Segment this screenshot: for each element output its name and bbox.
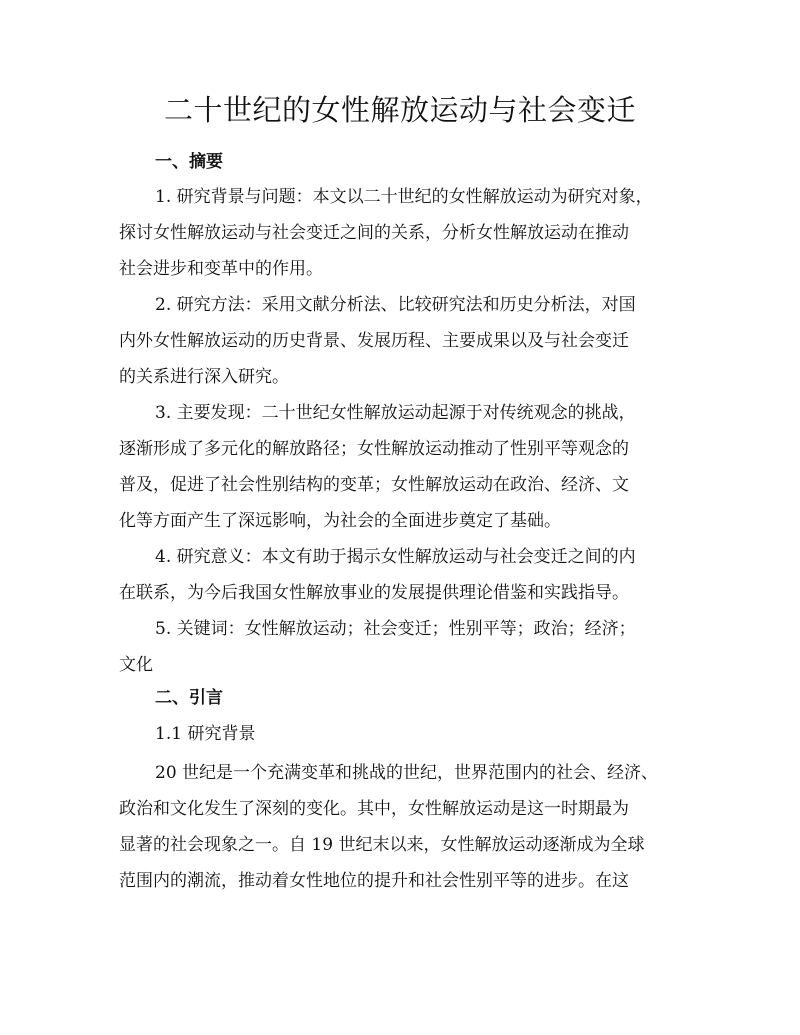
text-line: 5. 关键词：女性解放运动；社会变迁；性别平等；政治；经济； bbox=[155, 619, 636, 639]
text-line: 内外女性解放运动的历史背景、发展历程、主要成果以及与社会变迁 bbox=[119, 331, 629, 351]
text-line: 社会进步和变革中的作用。 bbox=[119, 259, 323, 279]
text-line: 在联系，为今后我国女性解放事业的发展提供理论借鉴和实践指导。 bbox=[119, 583, 629, 603]
text-line: 探讨女性解放运动与社会变迁之间的关系，分析女性解放运动在推动 bbox=[119, 223, 629, 243]
text-line: 化等方面产生了深远影响，为社会的全面进步奠定了基础。 bbox=[119, 511, 561, 531]
section-heading-abstract: 一、摘要 bbox=[155, 152, 223, 172]
text-line: 4. 研究意义：本文有助于揭示女性解放运动与社会变迁之间的内 bbox=[155, 547, 636, 567]
text-line: 20 世纪是一个充满变革和挑战的世纪，世界范围内的社会、经济、 bbox=[155, 763, 659, 783]
text-line: 文化 bbox=[119, 655, 153, 675]
abstract-item-3 bbox=[119, 395, 694, 539]
text-line: 的关系进行深入研究。 bbox=[119, 367, 289, 387]
abstract-item-1 bbox=[119, 179, 694, 287]
abstract-item-5 bbox=[119, 611, 694, 683]
text-line: 1. 研究背景与问题：本文以二十世纪的女性解放运动为研究对象， bbox=[155, 187, 653, 207]
text-line: 政治和文化发生了深刻的变化。其中，女性解放运动是这一时期最为 bbox=[119, 799, 629, 819]
text-line: 逐渐形成了多元化的解放路径；女性解放运动推动了性别平等观念的 bbox=[119, 439, 629, 459]
subsection-heading-background: 1.1 研究背景 bbox=[155, 724, 256, 744]
text-line: 普及，促进了社会性别结构的变革；女性解放运动在政治、经济、文 bbox=[119, 475, 629, 495]
text-line: 2. 研究方法：采用文献分析法、比较研究法和历史分析法，对国 bbox=[155, 295, 636, 315]
text-line: 3. 主要发现：二十世纪女性解放运动起源于对传统观念的挑战， bbox=[155, 403, 636, 423]
introduction-paragraph bbox=[119, 755, 694, 899]
document-title: 二十世纪的女性解放运动与社会变迁 bbox=[163, 93, 636, 127]
abstract-item-4 bbox=[119, 539, 694, 611]
text-line: 显著的社会现象之一。自 19 世纪末以来，女性解放运动逐渐成为全球 bbox=[119, 835, 645, 855]
text-line: 范围内的潮流，推动着女性地位的提升和社会性别平等的进步。在这 bbox=[119, 871, 629, 891]
abstract-item-2 bbox=[119, 287, 694, 395]
section-heading-introduction: 二、引言 bbox=[155, 688, 223, 708]
